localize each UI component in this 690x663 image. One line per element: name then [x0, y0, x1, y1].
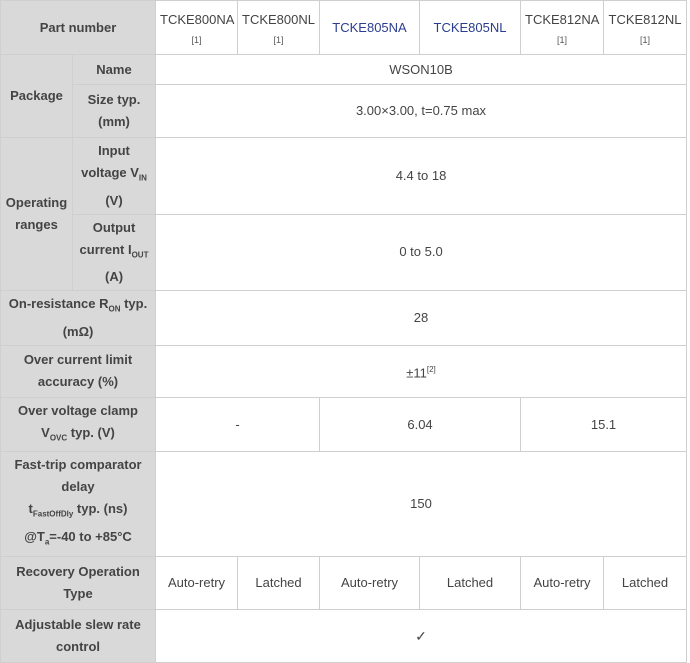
vin-label-line2: voltage V	[81, 165, 139, 180]
package-name-row	[1, 55, 687, 85]
ovc-label-v: V	[41, 424, 50, 440]
slew-rate-row	[1, 609, 687, 662]
ovc-value-800: -	[156, 397, 320, 452]
ovc-subscript: OVC	[49, 433, 68, 443]
part-name: TCKE805NL	[433, 19, 507, 35]
input-voltage-row	[1, 138, 687, 215]
ron-label-unit: (mΩ)	[62, 323, 94, 339]
size-label-line1: Size typ.	[87, 92, 141, 107]
package-size-label	[73, 85, 156, 138]
slew-label-line1: Adjustable slew rate	[15, 616, 141, 632]
input-voltage-value: 4.4 to 18	[156, 138, 687, 215]
operating-ranges-label	[1, 138, 73, 291]
part-note: [1]	[191, 35, 202, 45]
part-tcke805nl-link[interactable]	[420, 1, 521, 55]
ft-subscript: FastOffDly	[32, 509, 74, 519]
fast-trip-value: 150	[156, 452, 687, 556]
ovc-label-line1: Over voltage clamp	[18, 402, 138, 418]
ocl-accuracy-label	[1, 345, 156, 397]
part-name: TCKE805NA	[332, 19, 407, 35]
output-current-value: 0 to 5.0	[156, 214, 687, 291]
package-name-value: WSON10B	[156, 55, 687, 85]
recovery-value: Auto-retry	[156, 556, 238, 609]
header-row	[1, 1, 687, 55]
ft-label-temp-range: =-40 to +85°C	[49, 528, 132, 544]
size-label-line2: (mm)	[98, 114, 130, 129]
part-name: TCKE800NL	[242, 12, 315, 27]
vin-label-line3: (V)	[105, 192, 123, 208]
vin-subscript: IN	[138, 173, 147, 183]
ovc-row	[1, 397, 687, 452]
ocl-label-line2: accuracy (%)	[37, 374, 119, 390]
ft-label-t: t	[28, 501, 33, 517]
slew-label-line2: control	[55, 638, 101, 654]
ovc-value-805: 6.04	[320, 397, 521, 452]
ocl-accuracy-row	[1, 345, 687, 397]
ron-label-part1: On-resistance R	[8, 296, 109, 312]
package-name-label: Name	[73, 55, 156, 85]
output-current-label	[73, 214, 156, 291]
on-resistance-row	[1, 291, 687, 346]
part-name: TCKE812NL	[608, 12, 682, 27]
output-current-row	[1, 214, 687, 291]
recovery-label	[1, 556, 156, 609]
recovery-value: Latched	[238, 556, 320, 609]
package-size-row	[1, 85, 687, 138]
input-voltage-label	[73, 138, 156, 215]
ft-label-line1: Fast-trip comparator	[14, 457, 142, 473]
part-tcke812na[interactable]	[521, 1, 604, 55]
vin-label-line1: Input	[98, 143, 130, 158]
ovc-label-unit: typ. (V)	[67, 424, 115, 440]
fast-trip-row	[1, 452, 687, 556]
package-size-value: 3.00×3.00, t=0.75 max	[156, 85, 687, 138]
part-note: [1]	[557, 35, 568, 45]
ft-temp-subscript: a	[44, 537, 50, 547]
operating-label-line1: Operating	[5, 195, 68, 211]
slew-rate-label	[1, 609, 156, 662]
part-tcke812nl[interactable]	[604, 1, 687, 55]
ocl-value: ±11	[406, 364, 427, 380]
ovc-value-812: 15.1	[521, 397, 687, 452]
ocl-label-line1: Over current limit	[23, 352, 133, 368]
recovery-value: Latched	[604, 556, 687, 609]
iout-label-line2: current I	[79, 241, 132, 257]
ft-label-line2: delay	[61, 479, 95, 495]
recovery-value: Auto-retry	[521, 556, 604, 609]
part-name: TCKE800NA	[160, 12, 235, 27]
recovery-value: Auto-retry	[320, 556, 420, 609]
part-tcke800nl[interactable]	[238, 1, 320, 55]
ocl-accuracy-value	[156, 345, 687, 397]
on-resistance-label	[1, 291, 156, 346]
check-icon: ✓	[156, 609, 687, 662]
recovery-value: Latched	[420, 556, 521, 609]
iout-subscript: OUT	[131, 250, 149, 260]
on-resistance-value: 28	[156, 291, 687, 346]
fast-trip-label	[1, 452, 156, 556]
part-name: TCKE812NA	[525, 12, 600, 27]
ron-label-part2: typ.	[120, 296, 148, 312]
ovc-label	[1, 397, 156, 452]
part-number-header: Part number	[1, 1, 156, 55]
operating-label-line2: ranges	[15, 217, 58, 233]
part-tcke805na-link[interactable]	[320, 1, 420, 55]
recovery-row	[1, 556, 687, 609]
iout-label-line3: (A)	[104, 269, 124, 285]
ron-subscript: ON	[108, 304, 121, 314]
iout-label-line1: Output	[92, 219, 136, 235]
ft-label-unit: typ. (ns)	[73, 501, 128, 517]
package-label: Package	[1, 55, 73, 138]
ft-label-temp: @T	[24, 528, 45, 544]
recovery-label-line2: Type	[63, 585, 93, 601]
part-note: [1]	[273, 35, 284, 45]
part-tcke800na[interactable]	[156, 1, 238, 55]
part-note: [1]	[640, 35, 651, 45]
ocl-footnote: [2]	[426, 364, 436, 374]
recovery-label-line1: Recovery Operation	[16, 563, 140, 579]
